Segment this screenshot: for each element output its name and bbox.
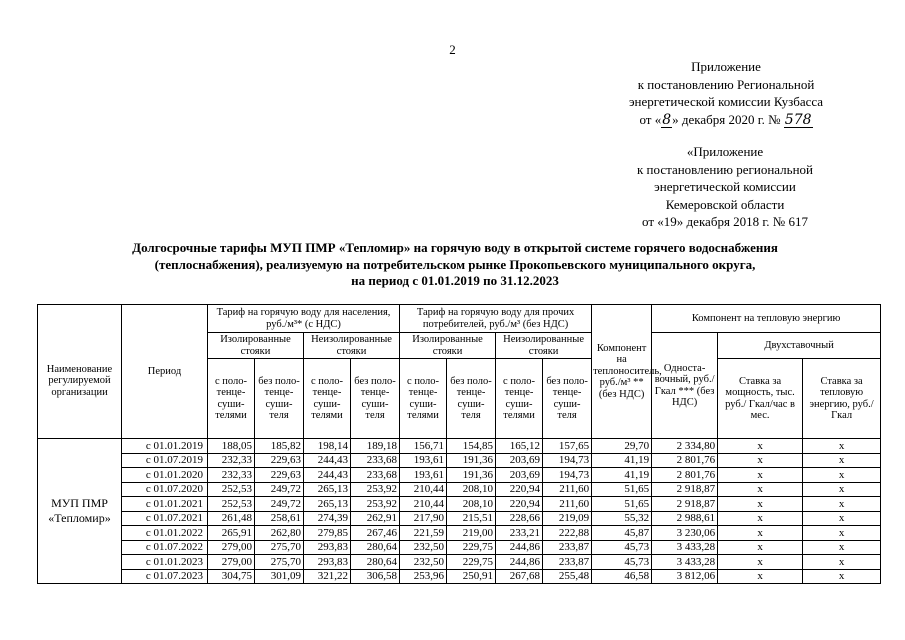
- header-energy-rate: Ставка за тепловую энергию, руб./Гкал: [803, 359, 881, 439]
- value-cell: 244,43: [304, 453, 351, 468]
- table-row: [38, 482, 881, 497]
- value-cell: 2 918,87: [652, 497, 718, 512]
- value-cell: 275,70: [255, 555, 304, 570]
- value-cell: 194,73: [543, 453, 592, 468]
- value-cell: 45,73: [592, 555, 652, 570]
- value-cell: 233,87: [543, 555, 592, 570]
- appendix-header-original: [600, 143, 850, 231]
- table-row: [38, 453, 881, 468]
- value-cell: 194,73: [543, 468, 592, 483]
- table-row: [38, 511, 881, 526]
- value-cell: x: [803, 540, 881, 555]
- value-cell: 2 334,80: [652, 439, 718, 454]
- appendix-line: к постановлению региональной: [636, 161, 813, 177]
- value-cell: 210,44: [400, 482, 447, 497]
- value-cell: 203,69: [496, 453, 543, 468]
- table-row: [38, 526, 881, 541]
- header-other-tariff: Тариф на горячую воду для прочих потребителей, руб./м³ (без НДС): [400, 305, 592, 333]
- value-cell: 193,61: [400, 453, 447, 468]
- value-cell: 219,09: [543, 511, 592, 526]
- value-cell: 244,43: [304, 468, 351, 483]
- period-cell: с 01.01.2019: [122, 439, 208, 454]
- value-cell: x: [718, 468, 803, 483]
- value-cell: 265,13: [304, 497, 351, 512]
- value-cell: 203,69: [496, 468, 543, 483]
- value-cell: 265,91: [208, 526, 255, 541]
- value-cell: 232,50: [400, 540, 447, 555]
- value-cell: 41,19: [592, 453, 652, 468]
- value-cell: 253,92: [351, 482, 400, 497]
- value-cell: 193,61: [400, 468, 447, 483]
- value-cell: 51,65: [592, 497, 652, 512]
- value-cell: 211,60: [543, 497, 592, 512]
- value-cell: x: [803, 526, 881, 541]
- period-cell: с 01.07.2022: [122, 540, 208, 555]
- organization-name-cell: [38, 439, 122, 584]
- value-cell: 228,66: [496, 511, 543, 526]
- table-body: [38, 439, 881, 584]
- value-cell: 265,13: [304, 482, 351, 497]
- value-cell: x: [718, 497, 803, 512]
- value-cell: 279,00: [208, 540, 255, 555]
- value-cell: x: [718, 511, 803, 526]
- value-cell: 233,68: [351, 453, 400, 468]
- value-cell: 3 433,28: [652, 555, 718, 570]
- value-cell: 3 230,06: [652, 526, 718, 541]
- value-cell: 41,19: [592, 468, 652, 483]
- value-cell: 233,87: [543, 540, 592, 555]
- header-with-towel-dryer: с поло-тенце-суши-телями: [496, 359, 543, 439]
- value-cell: x: [718, 439, 803, 454]
- value-cell: 165,12: [496, 439, 543, 454]
- period-cell: с 01.07.2020: [122, 482, 208, 497]
- value-cell: x: [803, 569, 881, 584]
- header-with-towel-dryer: с поло-тенце-суши-телями: [208, 359, 255, 439]
- value-cell: 220,94: [496, 497, 543, 512]
- appendix-line: энергетической комиссии: [654, 179, 796, 194]
- table-row: [38, 555, 881, 570]
- period-cell: с 01.01.2021: [122, 497, 208, 512]
- value-cell: 2 918,87: [652, 482, 718, 497]
- value-cell: 255,48: [543, 569, 592, 584]
- value-cell: x: [803, 453, 881, 468]
- value-cell: 188,05: [208, 439, 255, 454]
- value-cell: 208,10: [447, 482, 496, 497]
- value-cell: 279,00: [208, 555, 255, 570]
- period-cell: с 01.07.2023: [122, 569, 208, 584]
- header-population-tariff: Тариф на горячую воду для населения, руб./м³* (с НДС): [208, 305, 400, 333]
- header-without-towel-dryer: без поло-тенце-суши-теля: [447, 359, 496, 439]
- value-cell: x: [803, 511, 881, 526]
- value-cell: 229,75: [447, 540, 496, 555]
- handwritten-day: 8: [662, 111, 672, 128]
- value-cell: 2 801,76: [652, 468, 718, 483]
- value-cell: 279,85: [304, 526, 351, 541]
- value-cell: 217,90: [400, 511, 447, 526]
- value-cell: x: [803, 555, 881, 570]
- header-period: Период: [122, 305, 208, 439]
- value-cell: 261,48: [208, 511, 255, 526]
- value-cell: 185,82: [255, 439, 304, 454]
- value-cell: x: [803, 497, 881, 512]
- value-cell: 3 433,28: [652, 540, 718, 555]
- value-cell: 244,86: [496, 540, 543, 555]
- value-cell: 249,72: [255, 482, 304, 497]
- value-cell: 229,75: [447, 555, 496, 570]
- value-cell: 210,44: [400, 497, 447, 512]
- header-with-towel-dryer: с поло-тенце-суши-телями: [304, 359, 351, 439]
- value-cell: 275,70: [255, 540, 304, 555]
- value-cell: 45,73: [592, 540, 652, 555]
- header-organization: Наименование регулируемой организации: [38, 305, 122, 439]
- organization-name-line: «Тепломир»: [48, 511, 111, 525]
- value-cell: 229,63: [255, 453, 304, 468]
- value-cell: 280,64: [351, 555, 400, 570]
- value-cell: 157,65: [543, 439, 592, 454]
- appendix-line: Кемеровской области: [665, 196, 785, 212]
- value-cell: 198,14: [304, 439, 351, 454]
- value-cell: 258,61: [255, 511, 304, 526]
- value-cell: x: [718, 540, 803, 555]
- header-without-towel-dryer: без поло-тенце-суши-теля: [255, 359, 304, 439]
- value-cell: 274,39: [304, 511, 351, 526]
- value-cell: x: [718, 555, 803, 570]
- value-cell: 232,33: [208, 453, 255, 468]
- document-title: [60, 240, 850, 290]
- appendix-date-line: [596, 111, 856, 129]
- value-cell: x: [803, 468, 881, 483]
- header-capacity-rate: Ставка за мощность, тыс. руб./ Гкал/час в мес.: [718, 359, 803, 439]
- value-cell: 191,36: [447, 468, 496, 483]
- tariff-table: [37, 304, 881, 584]
- value-cell: 267,68: [496, 569, 543, 584]
- header-noninsulated: Неизолированные стояки: [496, 333, 592, 359]
- title-line: (теплоснабжения), реализуемую на потребительском рынке Прокопьевского муниципального округа,: [154, 256, 756, 272]
- value-cell: 211,60: [543, 482, 592, 497]
- title-line: на период с 01.01.2019 по 31.12.2023: [351, 273, 559, 288]
- value-cell: 154,85: [447, 439, 496, 454]
- value-cell: 3 812,06: [652, 569, 718, 584]
- period-cell: с 01.07.2021: [122, 511, 208, 526]
- page-number: 2: [449, 42, 456, 57]
- value-cell: 2 801,76: [652, 453, 718, 468]
- value-cell: 252,53: [208, 497, 255, 512]
- appendix-line: «Приложение: [686, 144, 764, 159]
- header-insulated: Изолированные стояки: [400, 333, 496, 359]
- value-cell: x: [803, 482, 881, 497]
- value-cell: 156,71: [400, 439, 447, 454]
- value-cell: 321,22: [304, 569, 351, 584]
- value-cell: 250,91: [447, 569, 496, 584]
- value-cell: 262,80: [255, 526, 304, 541]
- value-cell: 232,50: [400, 555, 447, 570]
- value-cell: 208,10: [447, 497, 496, 512]
- period-cell: с 01.01.2020: [122, 468, 208, 483]
- value-cell: 280,64: [351, 540, 400, 555]
- value-cell: 2 988,61: [652, 511, 718, 526]
- table-row: [38, 497, 881, 512]
- value-cell: 46,58: [592, 569, 652, 584]
- table-row: [38, 468, 881, 483]
- table-row: [38, 540, 881, 555]
- header-carrier-component: Компонент на теплоноситель, руб./м³ **(без НДС): [592, 305, 652, 439]
- header-without-towel-dryer: без поло-тенце-суши-теля: [351, 359, 400, 439]
- header-insulated: Изолированные стояки: [208, 333, 304, 359]
- appendix-line: к постановлению Региональной: [637, 76, 815, 92]
- value-cell: 253,92: [351, 497, 400, 512]
- value-cell: x: [718, 569, 803, 584]
- value-cell: 244,86: [496, 555, 543, 570]
- value-cell: 29,70: [592, 439, 652, 454]
- value-cell: 262,91: [351, 511, 400, 526]
- value-cell: 55,32: [592, 511, 652, 526]
- value-cell: 233,68: [351, 468, 400, 483]
- title-line: Долгосрочные тарифы МУП ПМР «Тепломир» на горячую воду в открытой системе горячего водоснабжения: [132, 240, 778, 255]
- value-cell: 249,72: [255, 497, 304, 512]
- period-cell: с 01.01.2023: [122, 555, 208, 570]
- value-cell: 293,83: [304, 540, 351, 555]
- value-cell: 221,59: [400, 526, 447, 541]
- value-cell: 306,58: [351, 569, 400, 584]
- date-mid: » декабря 2020 г. №: [672, 111, 781, 127]
- header-noninsulated: Неизолированные стояки: [304, 333, 400, 359]
- handwritten-number: 578: [784, 111, 812, 128]
- header-one-part-rate: Односта-вочный, руб./Гкал *** (без НДС): [652, 333, 718, 439]
- value-cell: x: [718, 526, 803, 541]
- value-cell: 252,53: [208, 482, 255, 497]
- header-with-towel-dryer: с поло-тенце-суши-телями: [400, 359, 447, 439]
- period-cell: с 01.01.2022: [122, 526, 208, 541]
- value-cell: 191,36: [447, 453, 496, 468]
- organization-name-line: МУП ПМР: [51, 496, 108, 510]
- value-cell: 232,33: [208, 468, 255, 483]
- value-cell: x: [718, 482, 803, 497]
- header-energy-component: Компонент на тепловую энергию: [652, 305, 881, 333]
- value-cell: 220,94: [496, 482, 543, 497]
- value-cell: 222,88: [543, 526, 592, 541]
- appendix-line: Приложение: [691, 59, 761, 74]
- appendix-header-current: [596, 58, 856, 128]
- value-cell: 267,46: [351, 526, 400, 541]
- value-cell: 304,75: [208, 569, 255, 584]
- appendix-line: от «19» декабря 2018 г. № 617: [642, 214, 808, 229]
- header-without-towel-dryer: без поло-тенце-суши-теля: [543, 359, 592, 439]
- value-cell: 45,87: [592, 526, 652, 541]
- value-cell: 253,96: [400, 569, 447, 584]
- value-cell: 51,65: [592, 482, 652, 497]
- period-cell: с 01.07.2019: [122, 453, 208, 468]
- value-cell: 189,18: [351, 439, 400, 454]
- value-cell: x: [718, 453, 803, 468]
- value-cell: x: [803, 439, 881, 454]
- value-cell: 301,09: [255, 569, 304, 584]
- table-row: [38, 439, 881, 454]
- value-cell: 219,00: [447, 526, 496, 541]
- value-cell: 229,63: [255, 468, 304, 483]
- header-two-part-rate: Двухставочный: [718, 333, 881, 359]
- value-cell: 293,83: [304, 555, 351, 570]
- date-prefix: от «: [639, 111, 662, 127]
- value-cell: 233,21: [496, 526, 543, 541]
- value-cell: 215,51: [447, 511, 496, 526]
- appendix-line: энергетической комиссии Кузбасса: [628, 94, 824, 109]
- table-row: [38, 569, 881, 584]
